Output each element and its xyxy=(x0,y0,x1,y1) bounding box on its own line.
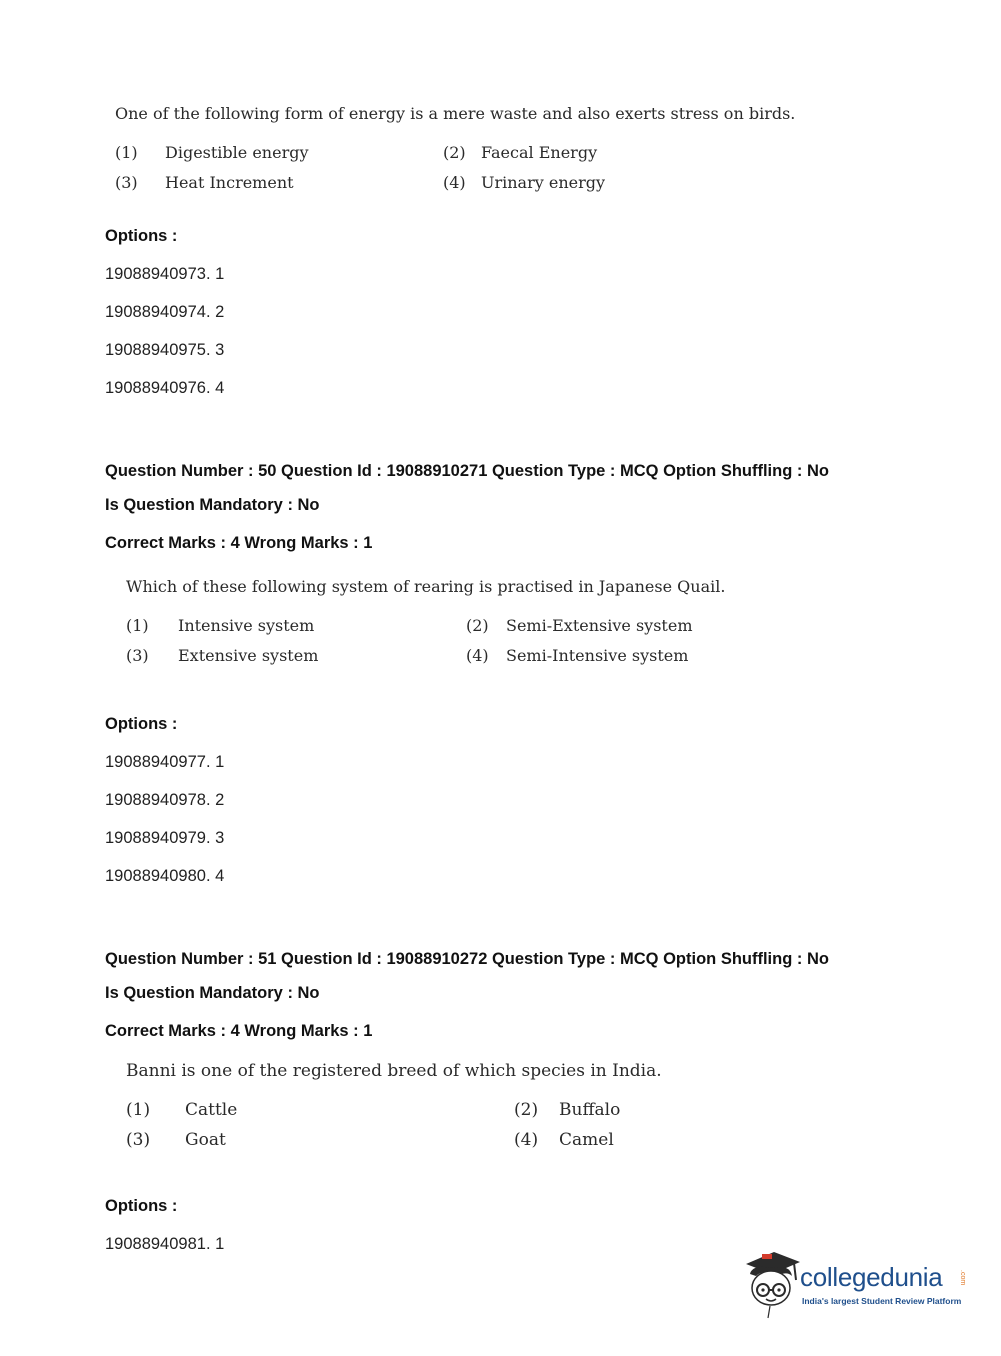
choice-text: Extensive system xyxy=(178,646,319,665)
q50-options-label: Options : xyxy=(105,715,178,733)
mascot-icon xyxy=(742,1250,800,1320)
choice-text: Digestible energy xyxy=(165,143,309,162)
logo-wordmark: collegedunia xyxy=(800,1262,943,1292)
choice-number: (3) xyxy=(126,646,149,665)
choice-text: Goat xyxy=(185,1130,226,1150)
q50-option-2: 19088940978. 2 xyxy=(105,791,225,809)
choice-number: (1) xyxy=(115,143,138,162)
logo-suffix: .com xyxy=(959,1270,966,1286)
q50-choice-3 xyxy=(126,646,319,665)
choice-text: Intensive system xyxy=(178,616,315,635)
q49-choice-4 xyxy=(443,173,606,192)
choice-text: Urinary energy xyxy=(481,173,606,192)
q49-option-3: 19088940975. 3 xyxy=(105,341,225,359)
q50-header: Question Number : 50 Question Id : 19088910271 Question Type : MCQ Option Shuffling : No xyxy=(105,462,829,480)
choice-text: Heat Increment xyxy=(165,173,294,192)
q50-option-4: 19088940980. 4 xyxy=(105,867,225,885)
choice-number: (4) xyxy=(443,173,466,192)
q49-question-text: One of the following form of energy is a mere waste and also exerts stress on birds. xyxy=(115,104,796,123)
q51-marks: Correct Marks : 4 Wrong Marks : 1 xyxy=(105,1022,373,1040)
choice-number: (4) xyxy=(466,646,489,665)
q51-choice-2 xyxy=(514,1100,621,1120)
q49-choice-1 xyxy=(115,143,309,162)
q51-choice-1 xyxy=(126,1100,238,1120)
q50-question-text: Which of these following system of rearing is practised in Japanese Quail. xyxy=(126,577,726,596)
q50-marks: Correct Marks : 4 Wrong Marks : 1 xyxy=(105,534,373,552)
collegedunia-logo xyxy=(742,1250,972,1320)
q51-option-1: 19088940981. 1 xyxy=(105,1235,225,1253)
q51-options-label: Options : xyxy=(105,1197,178,1215)
q49-choice-2 xyxy=(443,143,598,162)
q49-choice-3 xyxy=(115,173,294,192)
choice-text: Cattle xyxy=(185,1100,238,1120)
q51-choice-3 xyxy=(126,1130,226,1150)
q51-header: Question Number : 51 Question Id : 19088910272 Question Type : MCQ Option Shuffling : No xyxy=(105,950,829,968)
choice-number: (2) xyxy=(466,616,489,635)
logo-tagline: India's largest Student Review Platform xyxy=(802,1296,962,1306)
q49-options-label: Options : xyxy=(105,227,178,245)
choice-number: (2) xyxy=(514,1100,539,1120)
choice-text: Camel xyxy=(559,1130,614,1150)
q50-choice-4 xyxy=(466,646,689,665)
q50-mandatory: Is Question Mandatory : No xyxy=(105,496,320,514)
choice-text: Semi-Extensive system xyxy=(506,616,693,635)
choice-number: (2) xyxy=(443,143,466,162)
q50-option-1: 19088940977. 1 xyxy=(105,753,225,771)
choice-number: (3) xyxy=(126,1130,151,1150)
q49-option-2: 19088940974. 2 xyxy=(105,303,225,321)
q50-choice-2 xyxy=(466,616,693,635)
choice-text: Buffalo xyxy=(559,1100,621,1120)
choice-number: (4) xyxy=(514,1130,539,1150)
q50-choice-1 xyxy=(126,616,315,635)
q50-option-3: 19088940979. 3 xyxy=(105,829,225,847)
q51-question-text: Banni is one of the registered breed of which species in India. xyxy=(126,1061,662,1081)
q51-choice-4 xyxy=(514,1130,614,1150)
choice-text: Semi-Intensive system xyxy=(506,646,689,665)
q49-option-1: 19088940973. 1 xyxy=(105,265,225,283)
choice-number: (3) xyxy=(115,173,138,192)
q49-option-4: 19088940976. 4 xyxy=(105,379,225,397)
q51-mandatory: Is Question Mandatory : No xyxy=(105,984,320,1002)
choice-number: (1) xyxy=(126,616,149,635)
choice-text: Faecal Energy xyxy=(481,143,598,162)
choice-number: (1) xyxy=(126,1100,151,1120)
